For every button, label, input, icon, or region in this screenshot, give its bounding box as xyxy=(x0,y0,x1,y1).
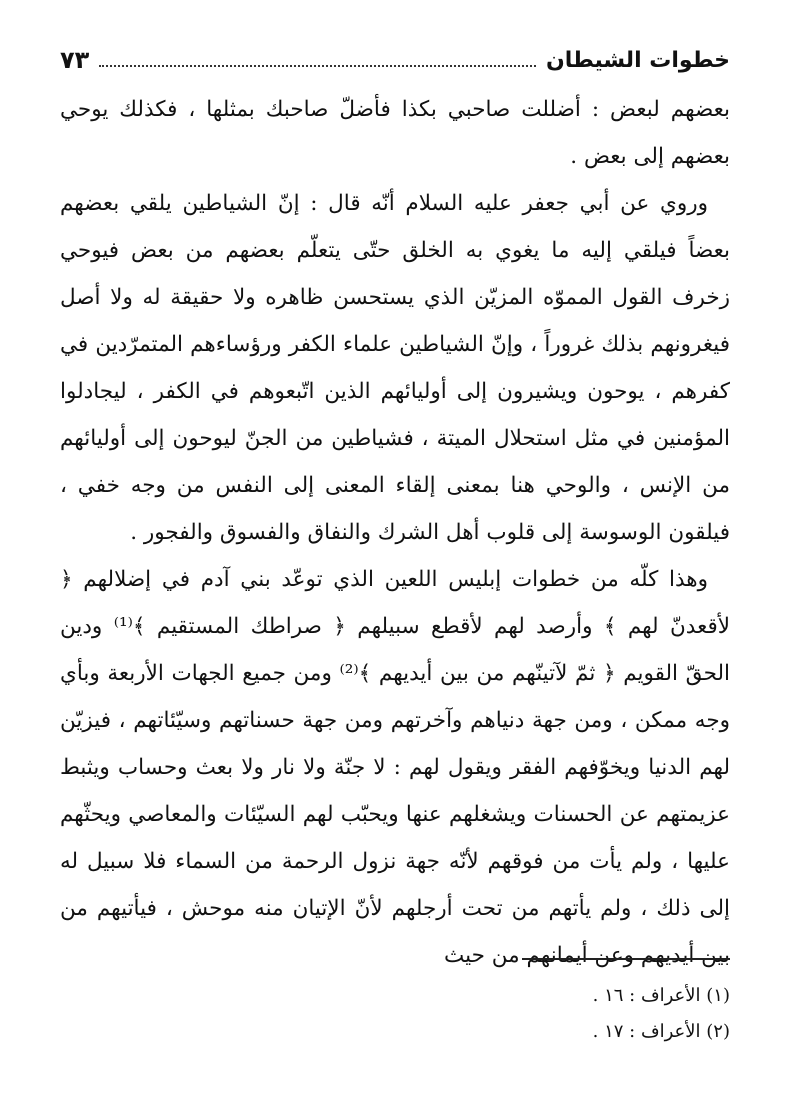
paragraph-3: وهذا كلّه من خطوات إبليس اللعين الذي توعّد بني آدم في إضلالهم ﴿ لأقعدنّ لهم ﴾ وأرصد لهم لأقطع سبيلهم ﴿ صراطك المستقيم ﴾⁽¹⁾ ودين الحقّ القويم ﴿ ثمّ لآتينّهم من بين أيديهم ﴾⁽²⁾ ومن جميع الجهات الأربعة وبأي وجه ممكن ، ومن جهة دنياهم وآخرتهم ومن جهة حسناتهم وسيّئاتهم ، فيزيّن لهم الدنيا ويخوّفهم الفقر ويقول لهم : لا جنّة ولا نار ولا بعث وحساب ويثبط عزيمتهم عن الحسنات ويشغلهم عنها ويحبّب لهم السيّئات والمعاصي ويحثّهم عليها ، ولم يأت من فوقهم لأنّه جهة نزول الرحمة من السماء فلا سبيل له إلى ذلك ، ولم يأتهم من تحت أرجلهم لأنّ الإتيان منه موحش ، فيأتيهم من بين أيديهم وعن أيمانهم من حيث xyxy=(60,567,730,968)
footnote-1: (١) الأعراف : ١٦ . xyxy=(592,985,730,1006)
footnotes xyxy=(470,978,730,1050)
paragraph-2: وروي عن أبي جعفر عليه السلام أنّه قال : إنّ الشياطين يلقي بعضهم بعضاً فيلقي إليه ما يغوي به الخلق حتّى يتعلّم بعضهم من بعض فيوحي زخرف القول المموّه المزيّن الذي يستحسن ظاهره ولا حقيقة له ولا أصل فيغرونهم بذلك غروراً ، وإنّ الشياطين علماء الكفر ورؤساءهم المتمرّدين في كفرهم ، يوحون ويشيرون إلى أوليائهم الذين اتّبعوهم في الكفر ، ليجادلوا المؤمنين في مثل استحلال الميتة ، فشياطين من الجنّ ليوحون إلى أوليائهم من الإنس ، والوحي هنا بمعنى إلقاء المعنى إلى النفس من وجه خفي ، فيلقون الوسوسة إلى قلوب أهل الشرك والنفاق والفسوق والفجور . xyxy=(60,191,730,545)
footnote-2: (٢) الأعراف : ١٧ . xyxy=(592,1021,730,1042)
page-number: ٧٣ xyxy=(60,46,90,74)
header-leader-dots xyxy=(99,65,536,67)
footnote-separator xyxy=(522,958,730,960)
main-text xyxy=(60,86,730,979)
running-header xyxy=(60,40,730,80)
header-title: خطوات الشيطان xyxy=(545,47,730,73)
paragraph-1: بعضهم لبعض : أضللت صاحبي بكذا فأضلّ صاحبك بمثلها ، فكذلك يوحي بعضهم إلى بعض . xyxy=(60,97,730,169)
